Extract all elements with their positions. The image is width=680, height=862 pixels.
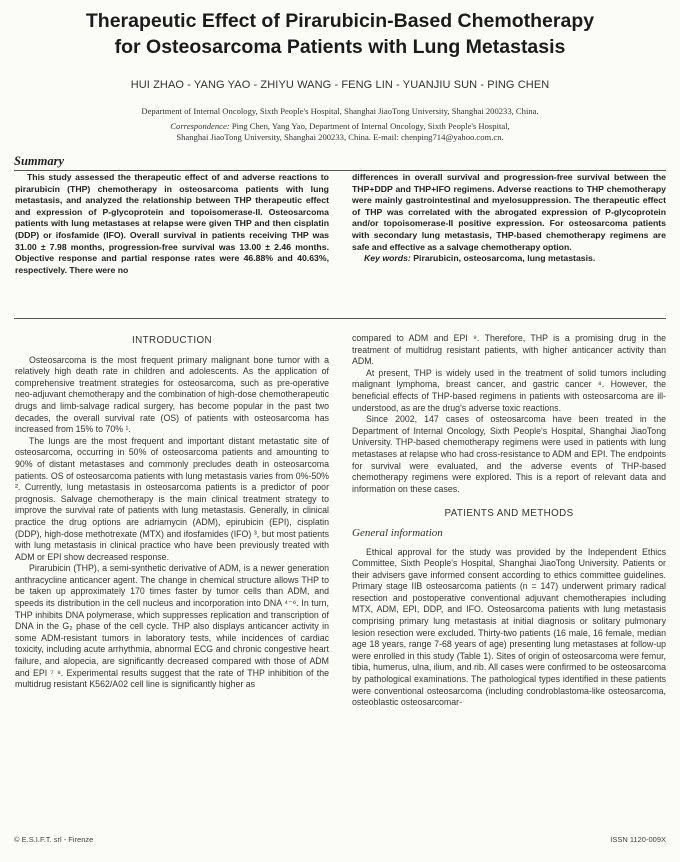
body-left-column bbox=[15, 333, 329, 691]
general-information-heading: General information bbox=[352, 526, 443, 539]
summary-top-rule bbox=[14, 170, 666, 171]
publisher-footer: © E.S.I.F.T. srl - Firenze bbox=[14, 835, 94, 844]
affiliation: Department of Internal Oncology, Sixth People's Hospital, Shanghai JiaoTong University, Shanghai 200233, China. bbox=[141, 106, 539, 116]
keywords-text: Pirarubicin, osteosarcoma, lung metastasis. bbox=[413, 253, 596, 264]
introduction-heading: INTRODUCTION bbox=[132, 335, 212, 346]
title-line-1: Therapeutic Effect of Pirarubicin-Based Chemotherapy bbox=[85, 10, 595, 32]
keywords-line bbox=[352, 253, 666, 265]
correspondence bbox=[60, 121, 620, 143]
summary-heading: Summary bbox=[14, 154, 65, 168]
summary-right-text: differences in overall survival and progression-free survival between the THP+DDP and THP+IFO regimens. Adverse reactions to THP chemotherapy were mainly gastrointestinal and myelosuppression. The therapeutic effect of THP was correlated with the abrogated expression of P-glycoprotein and/or topoisomerase-II positive expression. For osteosarcoma patients with secondary lung metastasis, THP-based chemotherapy regimens are safe and effective as a salvage chemotherapy option. bbox=[352, 172, 666, 252]
correspondence-text-1: Ping Chen, Yang Yao, Department of Internal Oncology, Sixth People's Hospital, bbox=[231, 121, 510, 131]
intro-paragraph-2: The lungs are the most frequent and important distant metastatic site of osteosarcoma, occurring in 50% of osteosarcoma patients and amounting to 90% of distant metastases and commonly precludes death in osteosarcoma patients. OS of osteosarcoma patients with lung metastasis varies from 0%-50% ². Currently, lung metastasis in osteosarcoma patients is a predictor of poor prognosis. Salvage chemotherapy is the main clinical treatment strategy to improve the survival rate of patients with lung metastasis. Generally, in clinical practice the drug options are adriamycin (ADM), epirubicin (EPI), cisplatin (DDP), high-dose methotrexate (MTX) and ifosfamides (IFO) ³, but most patients with lung metastasis in clinical practice who have been previously treated with ADM or EPI show decreased response. bbox=[15, 435, 329, 562]
correspondence-line-1 bbox=[60, 121, 620, 132]
body-right-column bbox=[352, 333, 666, 709]
summary-left-column bbox=[15, 172, 329, 276]
summary-bottom-rule bbox=[14, 318, 666, 319]
methods-paragraph-1: Ethical approval for the study was provided by the Independent Ethics Committee, Sixth People's Hospital, Shanghai JiaoTong University. Patients or their advisers gave informed consent according to ethics committee guidelines. Primary stage IIB osteosarcoma patients (n = 147) underwent primary radical resection and postoperative conventional adjuvant chemotherapies including MTX, ADM, EPI, DDP, and IFO. Osteosarcoma patients with lung metastasis comprising primary lung metastasis at initial diagnosis or solitary pulmonary lesion resection were excluded. Thirty-two patients (16 male, 16 female, median age 18 years, range 7-68 years of age) presenting lung metastases at follow-up were enrolled in this study (Table 1). Sites of origin of osteosarcoma were femur, tibia, humerus, ulna, ilium, and rib. All cases were confirmed to be osteosarcoma by pathological examinations. The pathological types identified in these patients were conventional osteosarcoma (including condroblastoma-like osteosarcoma, osteoblastic osteosarcomar- bbox=[352, 546, 666, 708]
intro-paragraph-4: compared to ADM and EPI ⁹. Therefore, THP is a promising drug in the treatment of multidrug resistant patients, with higher anticancer activity than ADM. bbox=[352, 333, 666, 367]
article-title bbox=[40, 8, 640, 60]
methods-heading: PATIENTS AND METHODS bbox=[444, 508, 574, 520]
intro-paragraph-6: Since 2002, 147 cases of osteosarcoma have been treated in the Department of Internal Oncology, Sixth People's Hospital, Shanghai JiaoTong University. THP-based chemotherapy regimens were used in patients with lung metastases at relapse who had cross-resistance to ADM and EPI. The endpoints for survival were evaluated, and the adverse events of THP-based chemotherapy regimens were explored. This is a report of relevant data and information on these cases. bbox=[352, 414, 666, 494]
author-list: HUI ZHAO - YANG YAO - ZHIYU WANG - FENG LIN - YUANJIU SUN - PING CHEN bbox=[130, 79, 550, 91]
issn-footer: ISSN 1120-009X bbox=[610, 835, 666, 844]
correspondence-label: Correspondence: bbox=[170, 121, 230, 131]
keywords-label: Key words: bbox=[364, 253, 411, 264]
section-spacer bbox=[352, 495, 666, 506]
correspondence-line-2: Shanghai JiaoTong University, Shanghai 200233, China. E-mail: chenping714@yahoo.com.cn. bbox=[176, 132, 504, 142]
intro-paragraph-1: Osteosarcoma is the most frequent primary malignant bone tumor with a relatively high death rate in children and adolescents. As the application of comprehensive treatment strategies for osteosarcoma, such as pre-operative neo-adjuvant chemotherapy and the combination of high-dose chemotherapeutic drugs and limb-salvage radical surgery, has become popular in the past two decades, the overall survival rate (OS) of patients with osteosarcoma has increased from 15% to 70% ¹. bbox=[15, 354, 329, 435]
intro-paragraph-5: At present, THP is widely used in the treatment of solid tumors including malignant lymphoma, breast cancer, and gastric cancer ⁸. However, the beneficial effects of THP-based regimens in patients with osteosarcoma are ill-understood, as are the drug's adverse toxic reactions. bbox=[352, 367, 666, 413]
intro-paragraph-3: Pirarubicin (THP), a semi-synthetic derivative of ADM, is a newer generation anthracycline anticancer agent. The change in chemical structure allows THP to be taken up approximately 170 times faster by tumor cells than ADM, and speeds its distribution in the cell nucleus and incorporation into DNA ⁴⁻⁶. In turn, THP inhibits DNA polymerase, which suppresses replication and transcription of DNA in the G₂ phase of the cell cycle. THP also displays anticancer activity in some ADM-resistant tumors in laboratory tests, while incidences of cardiac toxicity, including acute arrhythmia, abnormal ECG and chronic congestive heart failure, and alopecia, are significantly decreased compared with those of ADM and EPI ⁷ ⁸. Experimental results suggest that the rate of THP inhibition of the multidrug resistant K562/A02 cell line is significantly higher as bbox=[15, 563, 329, 690]
title-line-2: for Osteosarcoma Patients with Lung Metastasis bbox=[114, 36, 566, 58]
summary-left-text: This study assessed the therapeutic effect of and adverse reactions to pirarubicin (THP) chemotherapy in osteosarcoma patients with lung metastasis, and analyzed the relationship between THP therapeutic effect and expression of P-glycoprotein and topoisomerase-II. Osteosarcoma patients with lung metastases at relapse were given THP and then cisplatin (DDP) or ifosfamide (IFO). Overall survival in patients receiving THP was 31.00 ± 7.98 months, progression-free survival was 13.00 ± 2.46 months. Objective response and partial response rates were 46.88% and 40.63%, respectively. There were no bbox=[15, 172, 329, 275]
summary-right-column bbox=[352, 172, 666, 265]
